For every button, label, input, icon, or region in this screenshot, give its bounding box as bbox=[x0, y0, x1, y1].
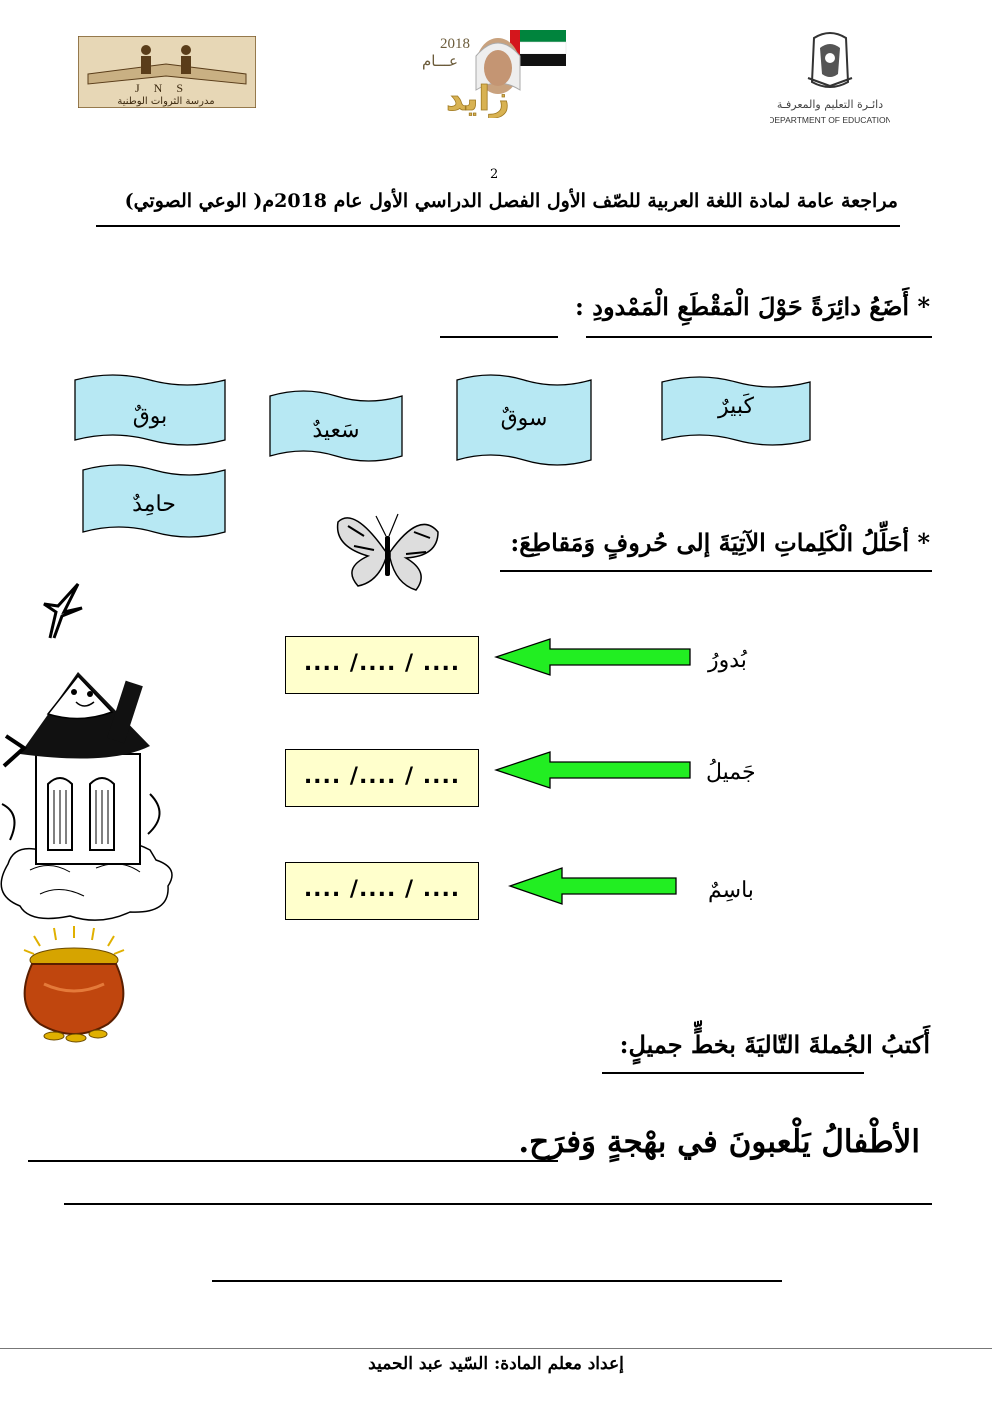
zayed-year-label: 2018 bbox=[440, 36, 470, 52]
gold-pot-illustration bbox=[14, 924, 134, 1046]
butterfly-illustration bbox=[334, 506, 442, 596]
q1-heading: * أَضَعُ دائِرَةً حَوْلَ الْمَقْطَعِ الْمَمْدودِ : bbox=[575, 292, 930, 321]
writing-line-1[interactable] bbox=[28, 1160, 558, 1162]
q2-heading: * أحَلِّلُ الْكَلِماتِ الآتِيَةَ إلى حُروفٍ وَمَقاطِعَ: bbox=[510, 528, 930, 557]
word-card-saeed[interactable] bbox=[268, 390, 404, 464]
green-arrow-icon bbox=[494, 637, 692, 677]
zayed-year-logo bbox=[418, 26, 568, 118]
analysis-word-3: باسِمٌ bbox=[708, 878, 754, 903]
q3-heading-underline bbox=[602, 1072, 864, 1074]
word-card-label: كَبيرٌ bbox=[718, 394, 754, 419]
adek-english: DEPARTMENT OF EDUCATION bbox=[770, 115, 890, 125]
word-card-label: بوقٌ bbox=[132, 404, 168, 429]
writing-line-3[interactable] bbox=[212, 1280, 782, 1282]
analysis-word-2: جَميلُ bbox=[706, 760, 756, 785]
green-arrow-icon bbox=[508, 866, 678, 906]
writing-line-2[interactable] bbox=[64, 1203, 932, 1205]
page-title: مراجعة عامة لمادة اللغة العربية للصّف الأول الفصل الدراسي الأول عام 2018م( الوعي الصوتي) bbox=[124, 190, 898, 212]
school-logo-letters: JNS bbox=[134, 81, 198, 95]
word-card-label: سوقٌ bbox=[500, 406, 548, 431]
q2-heading-underline bbox=[500, 570, 932, 572]
answer-box-2[interactable]: .... / ..../ .... bbox=[285, 749, 479, 807]
school-logo-text: مدرسة الثروات الوطنية bbox=[117, 96, 215, 107]
zayed-year-word: عـــام bbox=[422, 52, 458, 70]
model-sentence: الأطْفالُ يَلْعبونَ في بهْجةٍ وَفرَح. bbox=[518, 1124, 920, 1160]
word-card-label: حامِدٌ bbox=[132, 492, 176, 517]
adek-logo bbox=[770, 28, 890, 132]
answer-box-1[interactable]: .... / ..../ .... bbox=[285, 636, 479, 694]
school-logo bbox=[78, 36, 256, 108]
q3-heading: أَكتبُ الجُملةَ التّاليَةَ بخطٍّ جميلٍ: bbox=[619, 1030, 930, 1059]
word-card-label: سَعيدٌ bbox=[312, 418, 360, 443]
word-card-booq[interactable] bbox=[73, 374, 227, 448]
word-card-souq[interactable] bbox=[455, 374, 593, 468]
word-card-kabeer[interactable] bbox=[660, 376, 812, 448]
answer-box-3[interactable]: .... / ..../ .... bbox=[285, 862, 479, 920]
word-card-hamed[interactable] bbox=[81, 464, 227, 540]
zayed-name: زايد bbox=[446, 79, 510, 118]
swallow-bird-illustration bbox=[40, 582, 86, 640]
footer-divider bbox=[0, 1348, 992, 1349]
cartoon-house-illustration bbox=[0, 654, 176, 924]
title-underline bbox=[96, 225, 900, 227]
analysis-word-1: بُدورُ bbox=[708, 648, 747, 673]
footer-credit: إعداد معلم المادة: السّيد عبد الحميد bbox=[368, 1354, 624, 1374]
q1-heading-underline bbox=[586, 336, 932, 338]
adek-arabic: دائـرة التعليم والمعرفـة bbox=[776, 98, 884, 111]
page-number: 2 bbox=[490, 167, 499, 182]
q1-answer-blank[interactable] bbox=[440, 336, 558, 338]
green-arrow-icon bbox=[494, 750, 692, 790]
